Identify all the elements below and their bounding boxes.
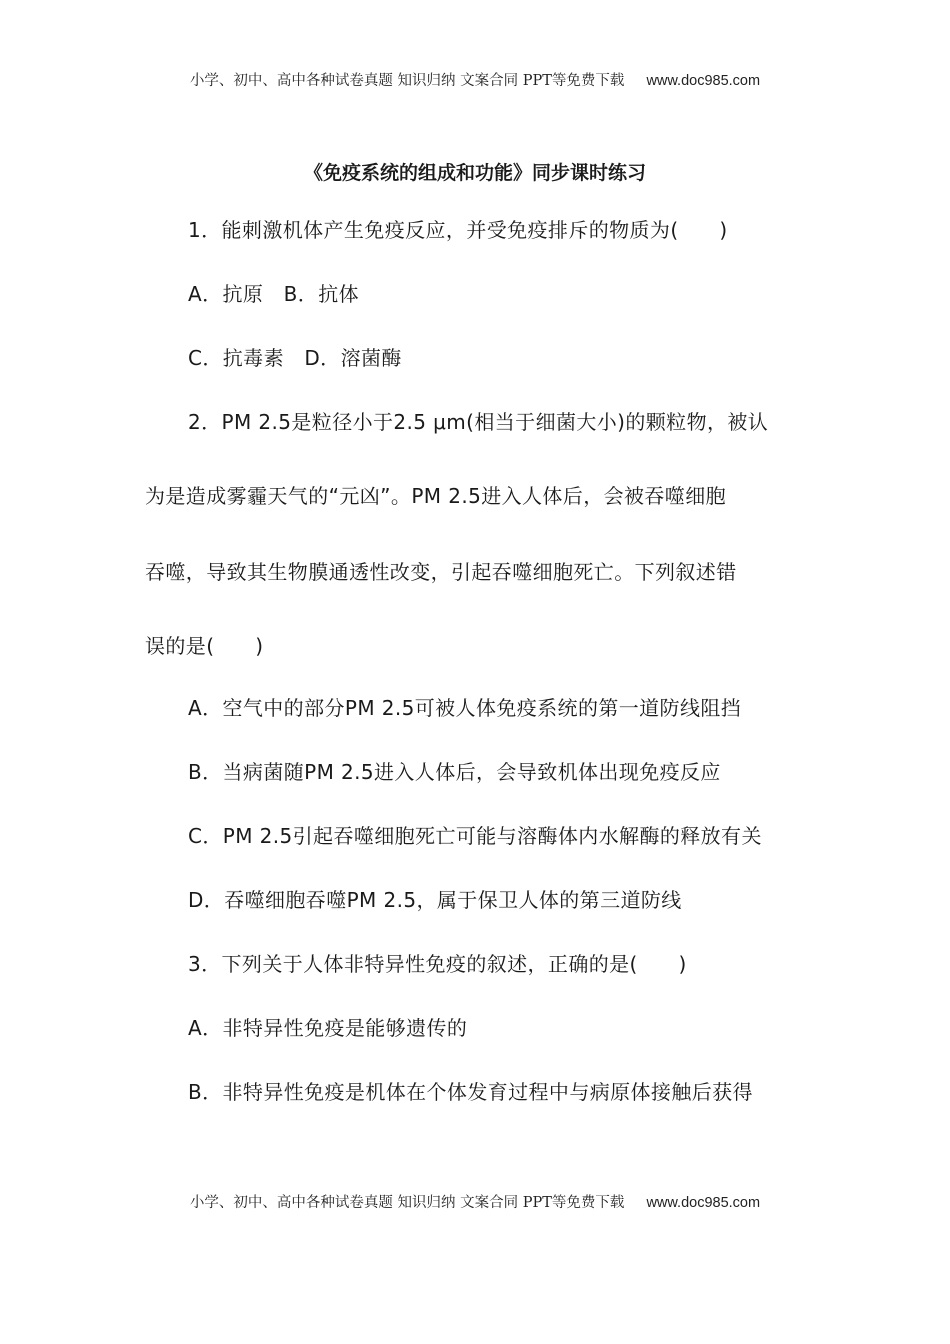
question-2-stem-line-3: 吞噬，导致其生物膜通透性改变，引起吞噬细胞死亡。下列叙述错 (145, 560, 737, 584)
footer-site-link[interactable]: www.doc985.com (646, 1195, 761, 1211)
question-3-option-b: B．非特异性免疫是机体在个体发育过程中与病原体接触后获得 (188, 1080, 753, 1104)
question-2-option-c: C．PM 2.5引起吞噬细胞死亡可能与溶酶体内水解酶的释放有关 (188, 824, 762, 848)
question-3-stem: 3．下列关于人体非特异性免疫的叙述，正确的是( ) (188, 952, 687, 976)
header-text: 小学、初中、高中各种试卷真题 知识归纳 文案合同 PPT等免费下载 (189, 73, 625, 89)
question-2-option-b: B．当病菌随PM 2.5进入人体后，会导致机体出现免疫反应 (188, 760, 721, 784)
footer-text: 小学、初中、高中各种试卷真题 知识归纳 文案合同 PPT等免费下载 (189, 1195, 625, 1211)
question-2-stem-line-1: 2．PM 2.5是粒径小于2.5 μm(相当于细菌大小)的颗粒物，被认 (188, 410, 769, 434)
question-3-option-a: A．非特异性免疫是能够遗传的 (188, 1016, 468, 1040)
header-site-link[interactable]: www.doc985.com (646, 73, 761, 89)
question-1-options-cd: C．抗毒素 D．溶菌酶 (188, 346, 402, 370)
page-footer (0, 1191, 950, 1212)
question-2-stem-line-2: 为是造成雾霾天气的“元凶”。PM 2.5进入人体后，会被吞噬细胞 (145, 484, 727, 508)
question-2-option-d: D．吞噬细胞吞噬PM 2.5，属于保卫人体的第三道防线 (188, 888, 682, 912)
question-2-stem-line-4: 误的是( ) (145, 634, 264, 658)
page-header (0, 69, 950, 90)
document-title: 《免疫系统的组成和功能》同步课时练习 (303, 162, 646, 184)
question-1-stem: 1．能刺激机体产生免疫反应，并受免疫排斥的物质为( ) (188, 218, 728, 242)
question-2-option-a: A．空气中的部分PM 2.5可被人体免疫系统的第一道防线阻挡 (188, 696, 742, 720)
question-1-options-ab: A．抗原 B．抗体 (188, 282, 360, 306)
